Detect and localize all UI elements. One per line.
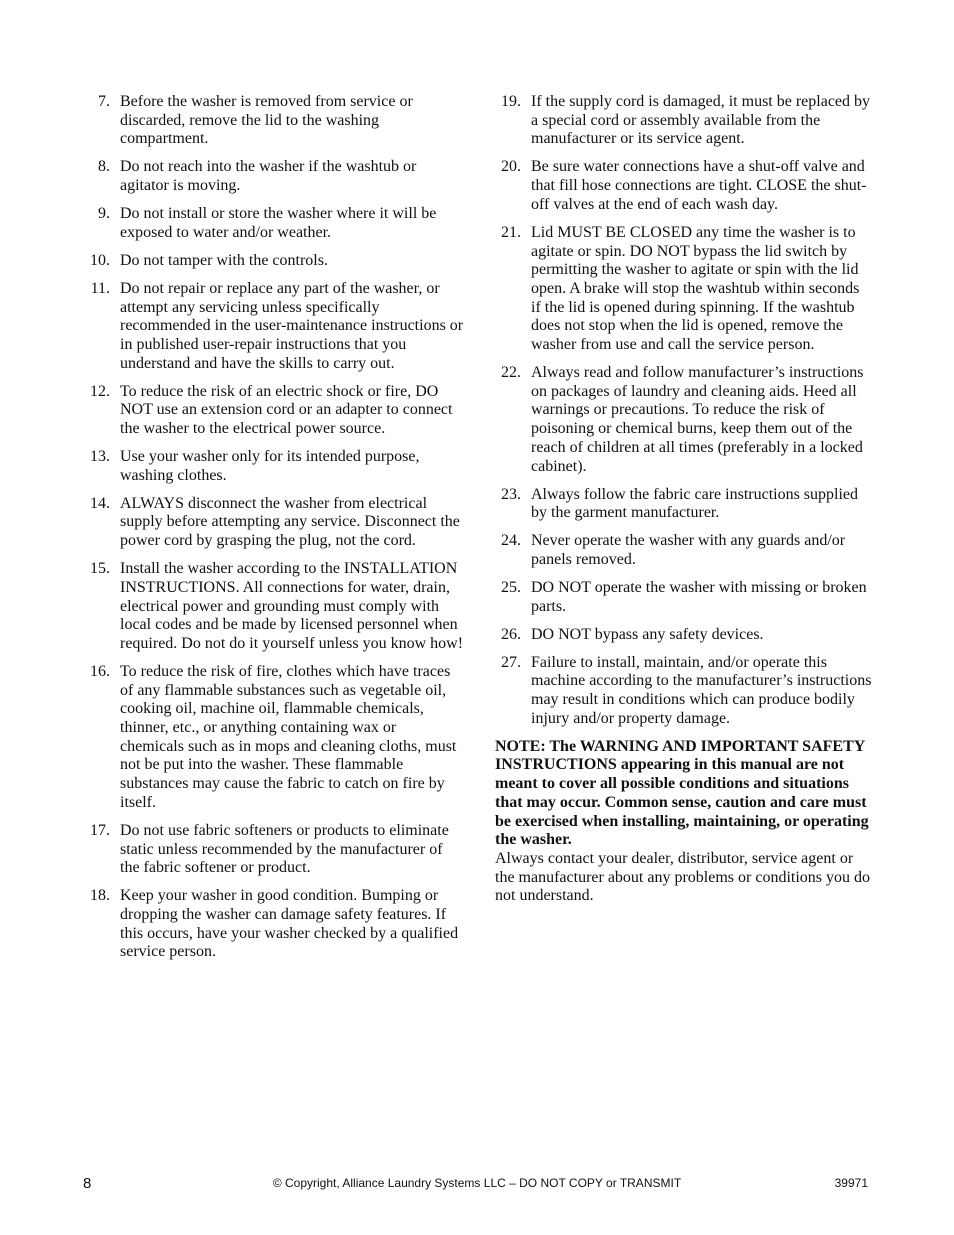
left-column xyxy=(82,93,464,971)
item-number: 11. xyxy=(90,279,110,297)
item-number: 20. xyxy=(501,158,521,176)
item-text: Do not install or store the washer where it will be exposed to water and/or weather. xyxy=(120,205,437,241)
item-text: Do not repair or replace any part of the washer, or attempt any servicing unless specifically recommended in the user-maintenance instructions or in published user-repair instructions that you understand and have the skills to carry out. xyxy=(120,279,464,372)
item-number: 18. xyxy=(90,887,110,905)
item-number: 9. xyxy=(98,205,110,223)
item-number: 24. xyxy=(501,532,521,550)
item-text: Be sure water connections have a shut-off valve and that fill hose connections are tight. CLOSE the shut-off valves at the end of each wash day. xyxy=(531,158,867,213)
item-number: 13. xyxy=(90,448,110,466)
list-item xyxy=(495,224,873,355)
item-text: To reduce the risk of an electric shock or fire, DO NOT use an extension cord or an adapter to connect the washer to the electrical power source. xyxy=(120,382,453,438)
item-number: 16. xyxy=(90,662,110,680)
document-number: 39971 xyxy=(834,1176,868,1190)
list-item xyxy=(495,626,873,645)
item-number: 26. xyxy=(501,625,521,643)
list-item xyxy=(82,93,464,149)
list-item xyxy=(82,252,464,271)
page-number: 8 xyxy=(83,1175,92,1192)
list-item xyxy=(495,532,873,569)
list-item xyxy=(495,364,873,476)
item-text: Do not tamper with the controls. xyxy=(120,251,328,269)
item-number: 27. xyxy=(501,653,521,671)
item-text: If the supply cord is damaged, it must be replaced by a special cord or assembly available from the manufacturer or its service agent. xyxy=(531,93,871,148)
item-text: Use your washer only for its intended purpose, washing clothes. xyxy=(120,448,420,484)
safety-note: NOTE: The WARNING AND IMPORTANT SAFETY INSTRUCTIONS appearing in this manual are not meant to cover all possible conditions and situations that may occur. Common sense, caution and care must be exercised when installing, maintaining, or operating the washer. xyxy=(495,737,869,849)
item-number: 19. xyxy=(501,93,521,110)
list-item xyxy=(82,158,464,195)
item-number: 25. xyxy=(501,578,521,596)
list-item xyxy=(495,486,873,523)
list-item xyxy=(82,822,464,878)
item-text: Do not use fabric softeners or products to eliminate static unless recommended by the manufacturer of the fabric softener or product. xyxy=(120,821,449,877)
list-item xyxy=(495,93,873,149)
item-number: 17. xyxy=(90,821,110,839)
item-number: 7. xyxy=(98,93,110,110)
list-item xyxy=(82,383,464,439)
item-number: 23. xyxy=(501,485,521,503)
list-item xyxy=(82,448,464,485)
item-text: To reduce the risk of fire, clothes which have traces of any flammable substances such as vegetable oil, cooking oil, machine oil, flammable chemicals, thinner, etc., or anything containing wax or chemicals such as in mops and cleaning cloths, must not be put into the washer. These flammable substances may cause the fabric to catch on fire by itself. xyxy=(120,662,457,811)
item-number: 22. xyxy=(501,364,521,382)
list-item xyxy=(82,205,464,242)
item-text: Failure to install, maintain, and/or operate this machine according to the manufacturer’s instructions may result in conditions which can produce bodily injury and/or property damage. xyxy=(531,653,872,727)
item-text: Always read and follow manufacturer’s instructions on packages of laundry and cleaning aids. Heed all warnings or precautions. To reduce the risk of poisoning or chemical burns, keep them out of the reach of children at all times (preferably in a locked cabinet). xyxy=(531,364,864,475)
item-number: 15. xyxy=(90,560,110,578)
list-item xyxy=(82,280,464,374)
item-number: 12. xyxy=(90,382,110,400)
list-item xyxy=(495,654,873,729)
right-column xyxy=(495,93,873,906)
item-text: DO NOT operate the washer with missing or broken parts. xyxy=(531,578,867,615)
item-text: Lid MUST BE CLOSED any time the washer is to agitate or spin. DO NOT bypass the lid switch by permitting the washer to agitate or spin with the lid open. A brake will stop the washtub within seconds if the lid is opened during spinning. If the washtub does not stop when the lid is opened, remove the washer from use and call the service person. xyxy=(531,223,860,354)
item-text: DO NOT bypass any safety devices. xyxy=(531,625,764,643)
item-text: Before the washer is removed from service or discarded, remove the lid to the washing compartment. xyxy=(120,93,413,148)
item-text: Install the washer according to the INSTALLATION INSTRUCTIONS. All connections for water, drain, electrical power and grounding must comply with local codes and be made by licensed personnel when required. Do not do it yourself unless you know how! xyxy=(120,560,464,652)
item-text: Never operate the washer with any guards and/or panels removed. xyxy=(531,532,846,568)
list-item xyxy=(495,158,873,214)
item-text: Always follow the fabric care instructions supplied by the garment manufacturer. xyxy=(531,485,859,522)
list-item xyxy=(82,560,464,654)
item-text: Do not reach into the washer if the washtub or agitator is moving. xyxy=(120,158,417,195)
list-item xyxy=(82,495,464,551)
item-text: Keep your washer in good condition. Bumping or dropping the washer can damage safety features. If this occurs, have your washer checked by a qualified service person. xyxy=(120,887,459,961)
item-text: ALWAYS disconnect the washer from electrical supply before attempting any service. Disconnect the power cord by grasping the plug, not the cord. xyxy=(120,494,460,550)
list-item xyxy=(82,887,464,962)
closing-paragraph: Always contact your dealer, distributor, service agent or the manufacturer about any problems or conditions you do not understand. xyxy=(495,849,871,905)
item-number: 8. xyxy=(98,158,110,176)
item-number: 10. xyxy=(90,251,110,269)
item-number: 21. xyxy=(501,223,521,241)
copyright-notice: © Copyright, Alliance Laundry Systems LLC – DO NOT COPY or TRANSMIT xyxy=(272,1176,682,1190)
item-number: 14. xyxy=(90,494,110,512)
list-item xyxy=(495,579,873,616)
list-item xyxy=(82,663,464,813)
